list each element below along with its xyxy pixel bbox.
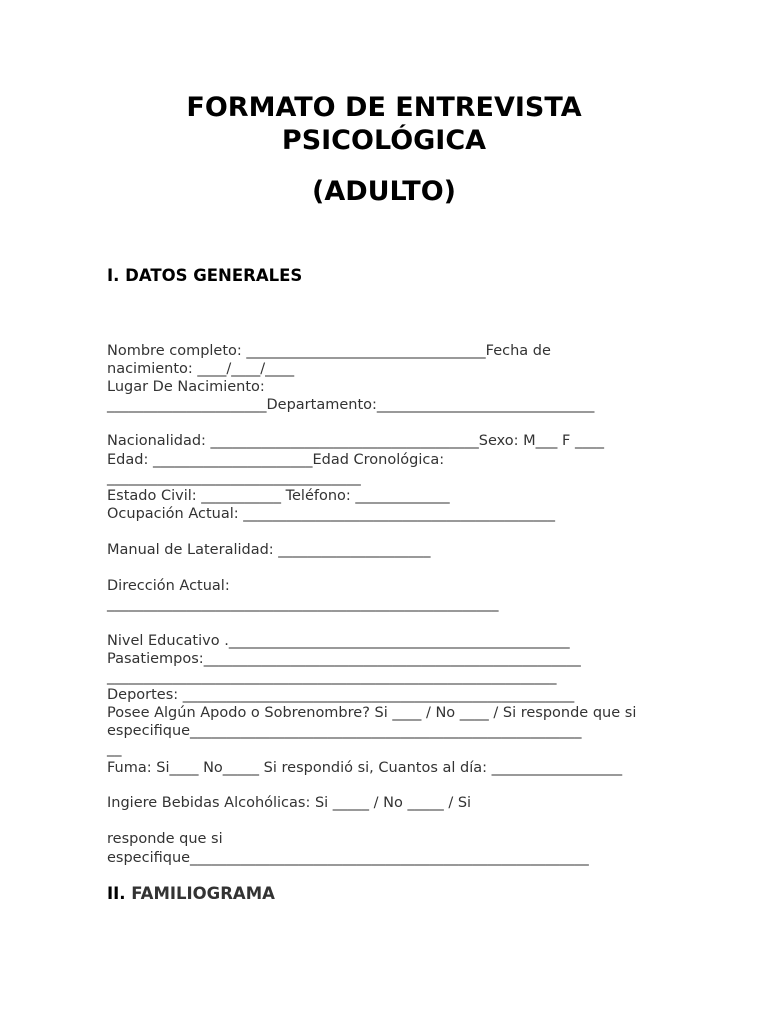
document-title-line2: PSICOLÓGICA bbox=[281, 125, 487, 156]
field-lugar-nacimiento: Lugar De Nacimiento: bbox=[107, 379, 265, 395]
section-title: FAMILIOGRAMA bbox=[131, 884, 275, 903]
field-apodo: Posee Algún Apodo o Sobrenombre? Si ____ / No ____ / Si responde que si bbox=[107, 705, 637, 721]
section-heading-datos-generales: I. DATOS GENERALES bbox=[107, 266, 303, 285]
field-direccion-line: ______________________________________________________ bbox=[107, 596, 499, 612]
field-bebidas-especifique: especifique_______________________________________________________ bbox=[107, 850, 589, 866]
field-edad: Edad: ______________________Edad Cronológica: bbox=[107, 452, 445, 468]
document-title-line1: FORMATO DE ENTREVISTA bbox=[186, 92, 582, 123]
field-nacionalidad-sexo: Nacionalidad: _____________________________________Sexo: M___ F ____ bbox=[107, 433, 604, 449]
field-nombre-completo: Nombre completo: _________________________________Fecha de bbox=[107, 343, 551, 359]
field-edad-cronologica-line: ___________________________________ bbox=[107, 470, 361, 486]
field-pasatiempos: Pasatiempos:____________________________________________________ bbox=[107, 651, 581, 667]
field-bebidas-responde: responde que si bbox=[107, 831, 223, 847]
field-ocupacion-actual: Ocupación Actual: ___________________________________________ bbox=[107, 506, 556, 522]
field-bebidas-alcoholicas: Ingiere Bebidas Alcohólicas: Si _____ / No _____ / Si bbox=[107, 795, 472, 811]
section-heading-familiograma bbox=[107, 884, 275, 904]
field-apodo-especifique: especifique______________________________________________________ bbox=[107, 723, 582, 739]
section-number: II. bbox=[107, 884, 126, 903]
field-estado-civil-telefono: Estado Civil: ___________ Teléfono: _____________ bbox=[107, 488, 450, 504]
document-subtitle: (ADULTO) bbox=[311, 176, 457, 207]
field-departamento: ______________________Departamento:______________________________ bbox=[107, 397, 595, 413]
field-fuma: Fuma: Si____ No_____ Si respondió si, Cuantos al día: __________________ bbox=[107, 760, 623, 776]
field-manual-lateralidad: Manual de Lateralidad: _____________________ bbox=[107, 542, 431, 558]
field-apodo-overflow: __ bbox=[107, 741, 122, 757]
field-fecha-nacimiento: nacimiento: ____/____/____ bbox=[107, 361, 295, 377]
field-nivel-educativo: Nivel Educativo ._______________________________________________ bbox=[107, 633, 570, 649]
field-deportes: Deportes: ______________________________________________________ bbox=[107, 687, 575, 703]
field-direccion-actual: Dirección Actual: bbox=[107, 578, 230, 594]
field-pasatiempos-line: ______________________________________________________________ bbox=[107, 669, 557, 685]
